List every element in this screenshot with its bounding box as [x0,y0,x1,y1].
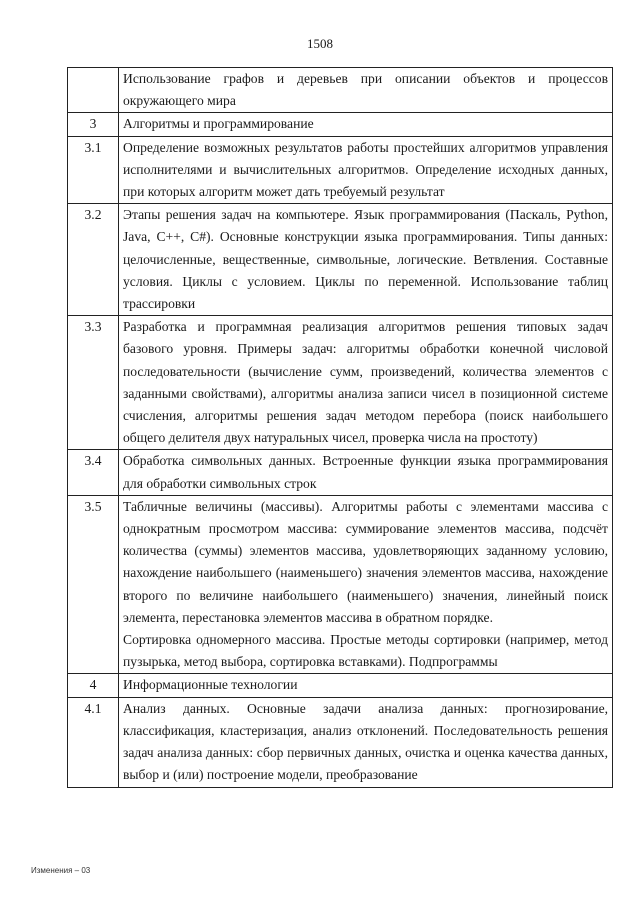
section-number: 3 [68,113,119,136]
section-number: 3.4 [68,450,119,495]
table-row [68,136,613,204]
content-paragraph: Использование графов и деревьев при описании объектов и процессов окружающего мира [123,71,608,109]
content-paragraph: Анализ данных. Основные задачи анализа данных: прогнозирование, классификация, кластеризация, анализ отклонений. Последовательность решения задач анализа данных: сбор первичных данных, очистка и оценка качества данных, выбор и (или) построение модели, преобразование [123,700,608,783]
section-number: 3.2 [68,204,119,316]
content-paragraph: Определение возможных результатов работы простейших алгоритмов управления исполнителями и вычислительных алгоритмов. Определение исходных данных, при которых алгоритм может дать требуемый результат [123,139,608,200]
section-number [68,68,119,113]
content-paragraph: Обработка символьных данных. Встроенные функции языка программирования для обработки символьных строк [123,453,608,491]
content-paragraph: Сортировка одномерного массива. Простые методы сортировки (например, метод пузырька, метод выбора, сортировка вставками). Подпрограммы [123,632,608,670]
table-row [68,450,613,495]
curriculum-table [67,67,613,788]
table-row [68,495,613,674]
section-content [119,495,613,674]
table-row [68,113,613,136]
section-content [119,136,613,204]
content-paragraph: Информационные технологии [123,677,298,693]
section-content [119,674,613,697]
section-number: 3.1 [68,136,119,204]
footer-revision: Изменения – 03 [31,866,91,875]
section-number: 3.5 [68,495,119,674]
section-number: 4 [68,674,119,697]
section-number: 3.3 [68,316,119,450]
table-row [68,68,613,113]
content-paragraph: Этапы решения задач на компьютере. Язык программирования (Паскаль, Python, Java, C++, C#). Основные конструкции языка программирования. Типы данных: целочисленные, вещественные, символьные, логические. Ветвления. Составные условия. Циклы с условием. Циклы по переменной. Использование таблиц трассировки [123,207,608,312]
section-content [119,113,613,136]
content-paragraph: Табличные величины (массивы). Алгоритмы работы с элементами массива с однократным просмотром массива: суммирование элементов массива, подсчёт количества (суммы) элементов массива, удовлетворяющих заданному условию, нахождение наибольшего (наименьшего) значения элементов массива, нахождение второго по величине наибольшего (наименьшего) значения, линейный поиск элемента, перестановка элементов массива в обратном порядке. [123,498,608,625]
section-number: 4.1 [68,697,119,787]
page-number: 1508 [307,36,333,51]
section-content [119,68,613,113]
section-content [119,204,613,316]
section-content [119,450,613,495]
section-content [119,316,613,450]
table-row [68,316,613,450]
content-paragraph: Разработка и программная реализация алгоритмов решения типовых задач базового уровня. Примеры задач: алгоритмы обработки конечной числовой последовательности (вычисление сумм, произведений, количества элементов с заданными свойствами), алгоритмы анализа записи чисел в позиционной системе счисления, алгоритмы решения задач методом перебора (поиск наибольшего общего делителя двух натуральных чисел, проверка числа на простоту) [123,319,608,446]
table-row [68,674,613,697]
section-content [119,697,613,787]
table-row [68,697,613,787]
table-body [68,68,613,788]
table-row [68,204,613,316]
content-paragraph: Алгоритмы и программирование [123,116,314,132]
